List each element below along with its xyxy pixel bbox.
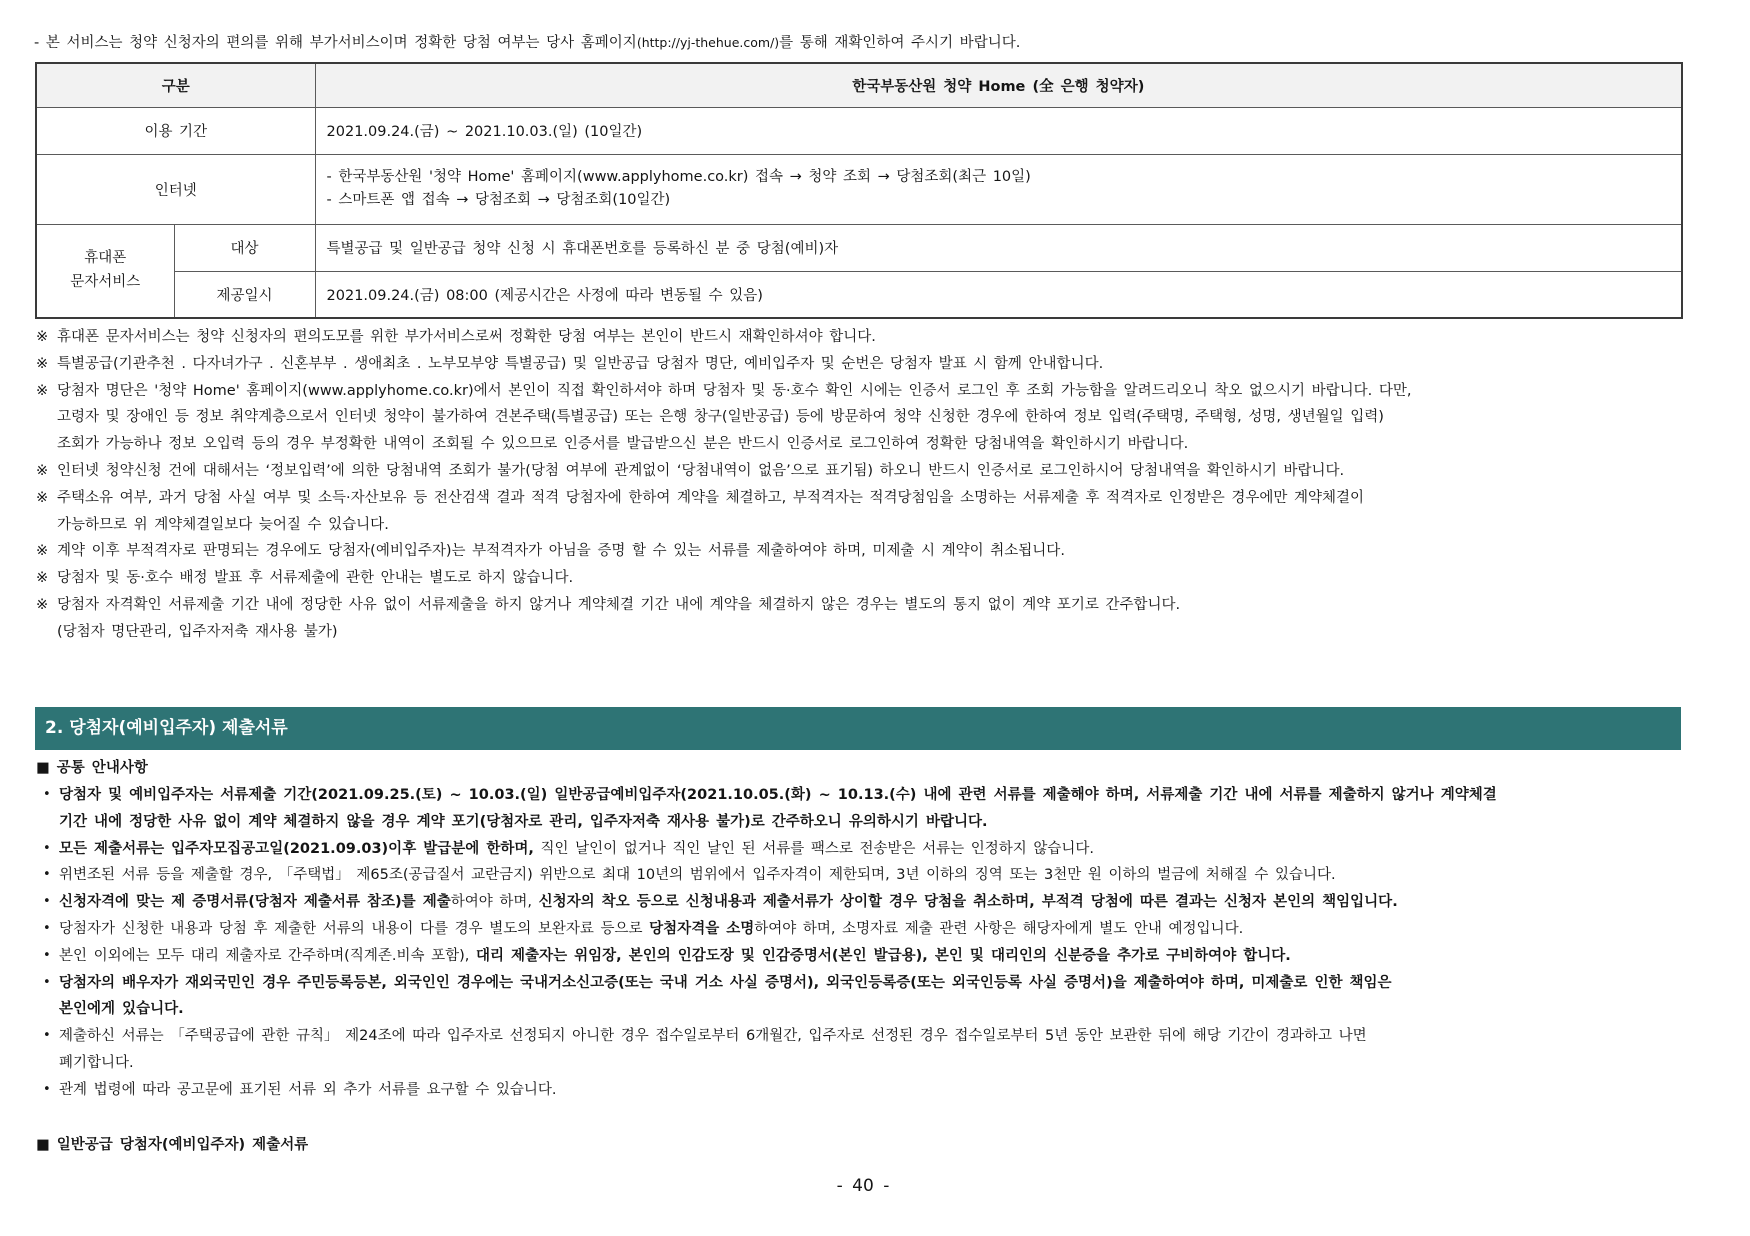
bullet-marker: •	[43, 787, 51, 802]
notes-list	[36, 324, 1686, 646]
general-supply-heading: ■ 일반공급 당첨자(예비입주자) 제출서류	[36, 1137, 309, 1153]
plain-text: 제출하신 서류는 「주택공급에 관한 규칙」 제24조에 따라 입주자로 선정되지 아니한 경우 접수일로부터 6개월간, 입주자로 선정된 경우 접수일로부터 5년 동안 보관한 뒤에 해당 기간이 경과하고 나면	[59, 1028, 1367, 1045]
bullet-marker: •	[43, 920, 51, 936]
bold-text: 대리 제출자는 위임장, 본인의 인감도장 및 인감증명서(본인 발급용), 본인 및 대리인의 신분증을 추가로 구비하여야 합니다.	[475, 947, 1291, 964]
list-item	[40, 943, 1685, 970]
plain-text: 하여야 하며, 소명자료 제출 관련 사항은 해당자에게 별도 안내 예정입니다.	[754, 920, 1244, 937]
plain-text: 위변조된 서류 등을 제출할 경우, 「주택법」 제65조(공급질서 교란금지) 위반으로 최대 10년의 범위에서 입주자격이 제한되며, 3년 이하의 징역 또는 3천만 원 이하의 벌금에 처해질 수 있습니다.	[59, 867, 1336, 884]
common-notice-list	[40, 782, 1685, 1104]
plain-text: 하여야 하며,	[450, 894, 539, 911]
plain-text: 당첨자가 신청한 내용과 당첨 후 제출한 서류의 내용이 다를 경우 별도의 보완자료 등으로	[59, 920, 650, 937]
section-title-bar: 2. 당첨자(예비입주자) 제출서류	[35, 707, 1681, 750]
bullet-line	[59, 916, 1685, 943]
service-note-text: - 본 서비스는 청약 신청자의 편의를 위해 부가서비스이며 정확한 당첨 여부는 당사 홈페이지	[34, 35, 637, 51]
list-item	[40, 916, 1685, 943]
note-item	[36, 565, 1686, 592]
list-item	[40, 782, 1685, 836]
winner-lookup-table	[35, 62, 1683, 319]
bullet-line	[59, 1050, 1685, 1077]
plain-text: 직인 날인이 없거나 직인 날인 된 서류를 팩스로 전송받은 서류는 인정하지 않습니다.	[533, 840, 1095, 857]
bullet-line	[59, 836, 1685, 863]
bold-text: 당첨자격을 소명	[649, 920, 755, 937]
service-note-text-after: 를 통해 재확인하여 주시기 바랍니다.	[779, 35, 1021, 51]
note-line: 조회가 가능하나 정보 오입력 등의 경우 부정확한 내역이 조회될 수 있으므로 인증서를 발급받으신 분은 반드시 인증서로 로그인하여 정확한 당첨내역을 확인하시기 바랍니다.	[57, 436, 1189, 453]
table-header-row	[36, 63, 1682, 108]
header-channel: 한국부동산원 청약 Home (全 은행 청약자)	[315, 63, 1682, 108]
bullet-marker: •	[43, 947, 51, 963]
homepage-url: (http://yj-thehue.com/)	[636, 35, 780, 50]
note-line: 주택소유 여부, 과거 당첨 사실 여부 및 소득·자산보유 등 전산검색 결과 적격 당첨자에 한하여 계약을 체결하고, 부적격자는 적격당첨임을 소명하는 서류제출 후 적격자로 인정받은 경우에만 계약체결이	[57, 489, 1365, 506]
note-line: 당첨자 자격확인 서류제출 기간 내에 정당한 사유 없이 서류제출을 하지 않거나 계약체결 기간 내에 계약을 체결하지 않은 경우는 별도의 통지 없이 계약 포기로 간주합니다.	[57, 596, 1181, 613]
sms-label	[36, 224, 174, 318]
note-line: 인터넷 청약신청 건에 대해서는 ‘정보입력’에 의한 당첨내역 조회가 불가(당첨 여부에 관계없이 ‘당첨내역이 없음’으로 표기됨) 하오니 반드시 인증서로 로그인하시어 당첨내역을 확인하시기 바랍니다.	[57, 462, 1345, 479]
bold-text: 모든 제출서류는 입주자모집공고일(2021.09.03)이후 발급분에 한하며,	[59, 840, 534, 857]
period-value: 2021.09.24.(금) ~ 2021.10.03.(일) (10일간)	[315, 108, 1682, 155]
note-marker: ※	[36, 570, 49, 587]
sms-target-value: 특별공급 및 일반공급 청약 신청 시 휴대폰번호를 등록하신 분 중 당첨(예비)자	[315, 224, 1682, 272]
bullet-marker: •	[43, 840, 51, 856]
table-row-sms-target	[36, 224, 1682, 272]
note-marker: ※	[36, 462, 49, 479]
bold-text: 신청자의 착오 등으로 신청내용과 제출서류가 상이할 경우 당첨을 취소하며, 부적격 당첨에 따른 결과는 신청자 본인의 책임입니다.	[538, 894, 1398, 911]
note-line: 고령자 및 장애인 등 정보 취약계층으로서 인터넷 청약이 불가하여 견본주택(특별공급) 또는 은행 창구(일반공급) 등에 방문하여 청약 신청한 경우에 한하여 정보 입력(주택명, 주택형, 성명, 생년월일 입력)	[57, 409, 1384, 426]
common-notice-heading: ■ 공통 안내사항	[36, 760, 148, 776]
bullet-line	[59, 970, 1685, 997]
sms-label-line: 문자서비스	[70, 273, 141, 290]
list-item	[40, 1023, 1685, 1077]
page-number: - 40 -	[836, 1176, 890, 1196]
bullet-marker: •	[43, 894, 51, 910]
note-item	[36, 324, 1686, 351]
note-item	[36, 458, 1686, 485]
bold-text: 신청자격에 맞는 제 증명서류(당첨자 제출서류 참조)를 제출	[59, 894, 451, 911]
bullet-marker: •	[43, 974, 51, 990]
list-item	[40, 970, 1685, 1024]
bullet-marker: •	[43, 867, 51, 883]
bullet-line	[59, 862, 1685, 889]
note-line: 계약 이후 부적격자로 판명되는 경우에도 당첨자(예비입주자)는 부적격자가 아님을 증명 할 수 있는 서류를 제출하여야 하며, 미제출 시 계약이 취소됩니다.	[57, 543, 1065, 560]
note-line: 당첨자 및 동·호수 배정 발표 후 서류제출에 관한 안내는 별도로 하지 않습니다.	[57, 570, 574, 587]
sms-time-label: 제공일시	[174, 272, 315, 319]
plain-text: 본인 이외에는 모두 대리 제출자로 간주하며(직계존.비속 포함),	[59, 947, 476, 964]
sms-time-value: 2021.09.24.(금) 08:00 (제공시간은 사정에 따라 변동될 수 있음)	[315, 272, 1682, 319]
note-item	[36, 592, 1686, 646]
bullet-line	[59, 943, 1685, 970]
bullet-line	[59, 1023, 1685, 1050]
internet-line: - 스마트폰 앱 접속 → 당첨조회 → 당첨조회(10일간)	[326, 192, 671, 208]
bold-text: 당첨자의 배우자가 재외국민인 경우 주민등록등본, 외국인인 경우에는 국내거소신고증(또는 국내 거소 사실 증명서), 외국인등록증(또는 외국인등록 사실 증명서)을 제출하여야 하며, 미제출로 인한 책임은	[59, 974, 1392, 991]
note-item	[36, 351, 1686, 378]
bullet-marker: •	[43, 1081, 51, 1097]
table-row-sms-time	[36, 272, 1682, 319]
list-item	[40, 1077, 1685, 1104]
internet-label: 인터넷	[36, 154, 315, 224]
bullet-line	[59, 782, 1685, 809]
note-marker: ※	[36, 382, 49, 399]
note-item	[36, 485, 1686, 539]
internet-value	[315, 154, 1682, 224]
note-marker: ※	[36, 596, 49, 613]
header-category: 구분	[36, 63, 315, 108]
plain-text: 관계 법령에 따라 공고문에 표기된 서류 외 추가 서류를 요구할 수 있습니다.	[59, 1081, 557, 1098]
note-line: 당첨자 명단은 '청약 Home' 홈페이지(www.applyhome.co.kr)에서 본인이 직접 확인하셔야 하며 당첨자 및 동·호수 확인 시에는 인증서 로그인 후 조회 가능함을 알려드리오니 착오 없으시기 바랍니다. 다만,	[57, 382, 1412, 399]
plain-text: 폐기합니다.	[59, 1054, 134, 1071]
bullet-line	[59, 1077, 1685, 1104]
period-label: 이용 기간	[36, 108, 315, 155]
bullet-line	[59, 809, 1685, 836]
note-marker: ※	[36, 329, 49, 345]
bold-text: 기간 내에 정당한 사유 없이 계약 체결하지 않을 경우 계약 포기(당첨자로 관리, 입주자저축 재사용 불가)로 간주하오니 유의하시기 바랍니다.	[59, 813, 988, 830]
note-line: 특별공급(기관추천 . 다자녀가구 . 신혼부부 . 생애최초 . 노부모부양 특별공급) 및 일반공급 당첨자 명단, 예비입주자 및 순번은 당첨자 발표 시 함께 안내합니다.	[57, 355, 1104, 372]
list-item	[40, 862, 1685, 889]
service-note	[34, 30, 1734, 57]
internet-line: - 한국부동산원 '청약 Home' 홈페이지(www.applyhome.co.kr) 접속 → 청약 조회 → 당첨조회(최근 10일)	[326, 168, 1031, 185]
bold-text: 본인에게 있습니다.	[59, 1001, 184, 1018]
table-row-internet	[36, 154, 1682, 224]
note-marker: ※	[36, 543, 49, 560]
bold-text: 당첨자 및 예비입주자는 서류제출 기간(2021.09.25.(토) ~ 10.03.(일) 일반공급예비입주자(2021.10.05.(화) ~ 10.13.(수) 내에 관련 서류를 제출해야 하며, 서류제출 기간 내에 서류를 제출하지 않거나 계약체결	[59, 787, 1497, 803]
note-marker: ※	[36, 489, 49, 506]
bullet-line	[59, 889, 1685, 916]
list-item	[40, 889, 1685, 916]
note-line: 가능하므로 위 계약체결일보다 늦어질 수 있습니다.	[57, 516, 389, 533]
note-marker: ※	[36, 355, 49, 372]
table-row-period	[36, 108, 1682, 155]
bullet-marker: •	[43, 1028, 51, 1044]
note-item	[36, 538, 1686, 565]
sms-target-label: 대상	[174, 224, 315, 272]
bullet-line	[59, 996, 1685, 1023]
sms-label-line: 휴대폰	[84, 250, 127, 267]
note-line: 휴대폰 문자서비스는 청약 신청자의 편의도모를 위한 부가서비스로써 정확한 당첨 여부는 본인이 반드시 재확인하셔야 합니다.	[57, 329, 876, 345]
note-line: (당첨자 명단관리, 입주자저축 재사용 불가)	[57, 623, 338, 640]
note-item	[36, 378, 1686, 458]
list-item	[40, 836, 1685, 863]
